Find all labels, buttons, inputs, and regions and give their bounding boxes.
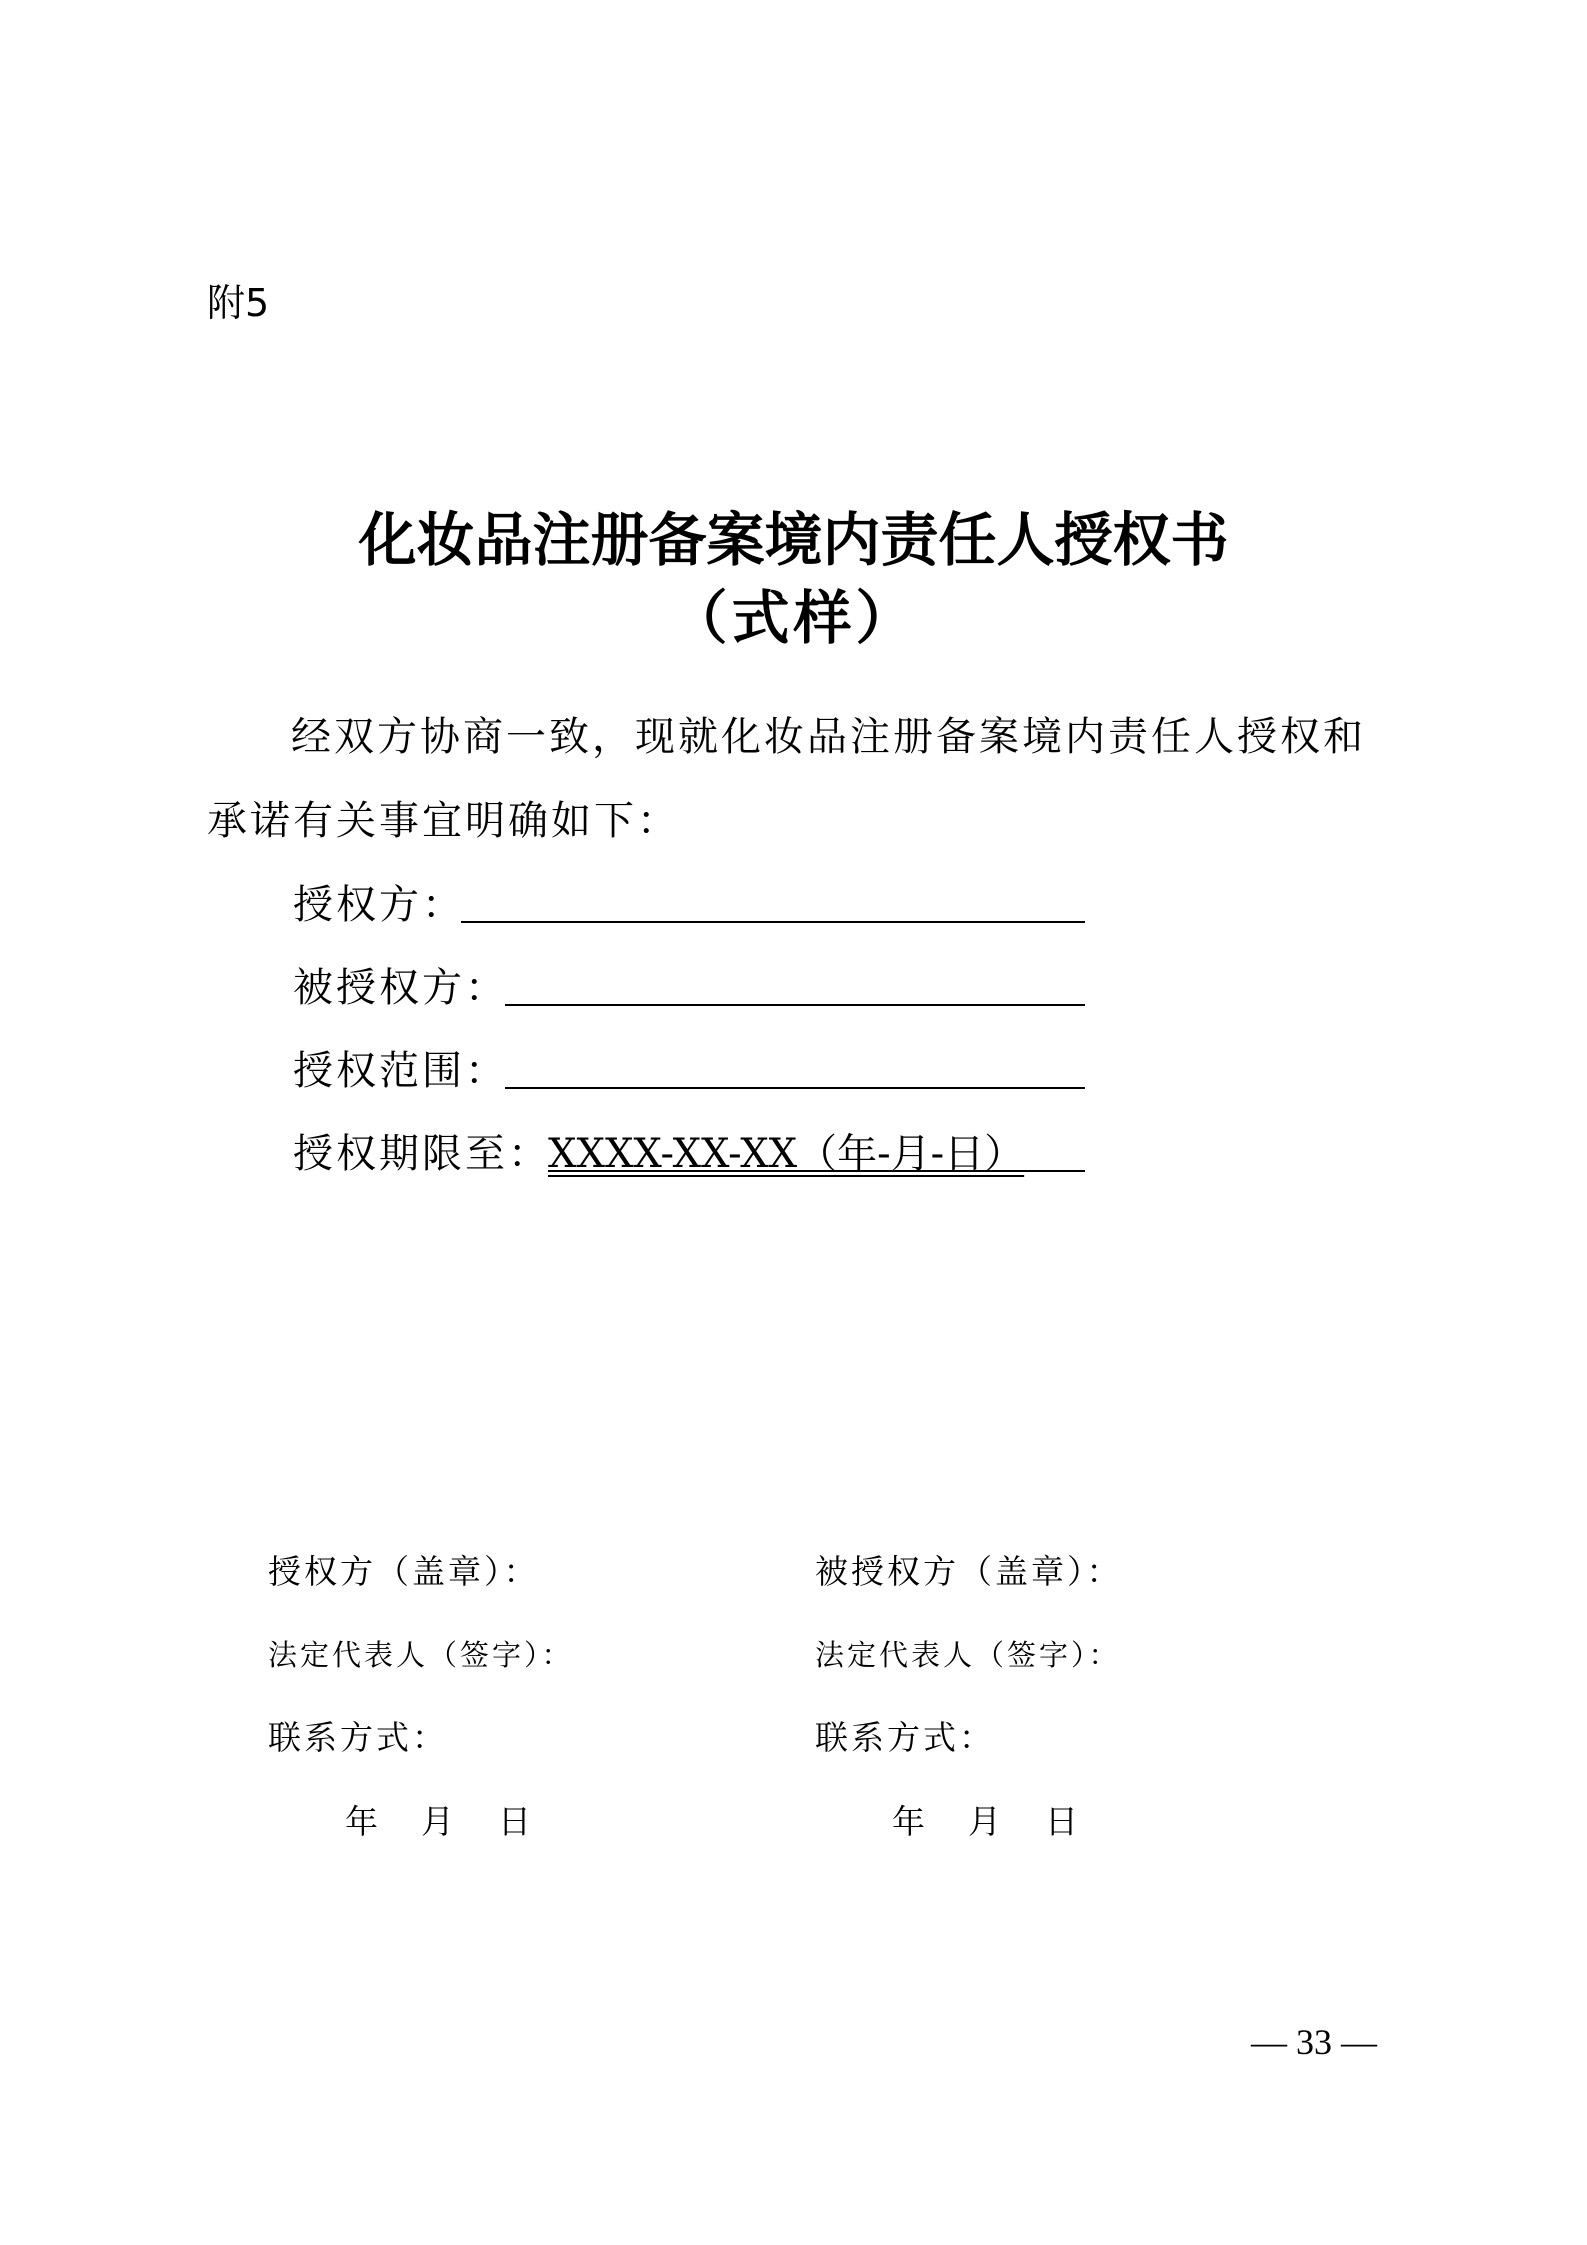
intro-text: 经双方协商一致，现就化妆品注册备案境内责任人授权和承诺有关事宜明确如下： (207, 714, 1366, 844)
left-date-year: 年 (345, 1802, 378, 1841)
field-grantee-label: 被授权方： (293, 965, 508, 1011)
right-rep-label: 法定代表人（签字）： (815, 1638, 1121, 1672)
field-scope-label: 授权范围： (293, 1048, 508, 1094)
field-grantor (293, 875, 1093, 935)
field-grantee (293, 958, 1093, 1018)
right-seal-label: 被授权方（盖章）： (815, 1552, 1123, 1591)
left-date-month: 月 (421, 1802, 454, 1841)
field-period (293, 1124, 1093, 1184)
right-date (892, 1797, 1092, 1847)
right-date-day: 日 (1045, 1802, 1078, 1841)
field-scope-line[interactable] (505, 1041, 1085, 1089)
annex-label: 附5 (207, 281, 270, 325)
field-period-value: XXXX-XX-XX（年-月-日） (548, 1131, 1025, 1177)
right-contact-label: 联系方式： (815, 1718, 995, 1757)
left-seal-label: 授权方（盖章）： (268, 1552, 540, 1591)
field-grantor-line[interactable] (461, 875, 1085, 923)
document-subtitle: （式样） (669, 584, 918, 652)
field-period-line[interactable] (548, 1124, 1085, 1172)
left-date (345, 1797, 545, 1847)
intro-paragraph (207, 695, 1387, 863)
field-period-label: 授权期限至： (293, 1131, 551, 1177)
right-date-year: 年 (892, 1802, 925, 1841)
left-contact-label: 联系方式： (268, 1718, 448, 1757)
page-number: — 33 — (1251, 2022, 1377, 2062)
right-date-month: 月 (968, 1802, 1001, 1841)
field-grantor-label: 授权方： (293, 882, 465, 928)
document-title: 化妆品注册备案境内责任人授权书 (358, 506, 1229, 574)
left-date-day: 日 (498, 1802, 531, 1841)
left-rep-label: 法定代表人（签字）： (268, 1638, 574, 1672)
field-scope (293, 1041, 1093, 1101)
field-grantee-line[interactable] (505, 958, 1085, 1006)
